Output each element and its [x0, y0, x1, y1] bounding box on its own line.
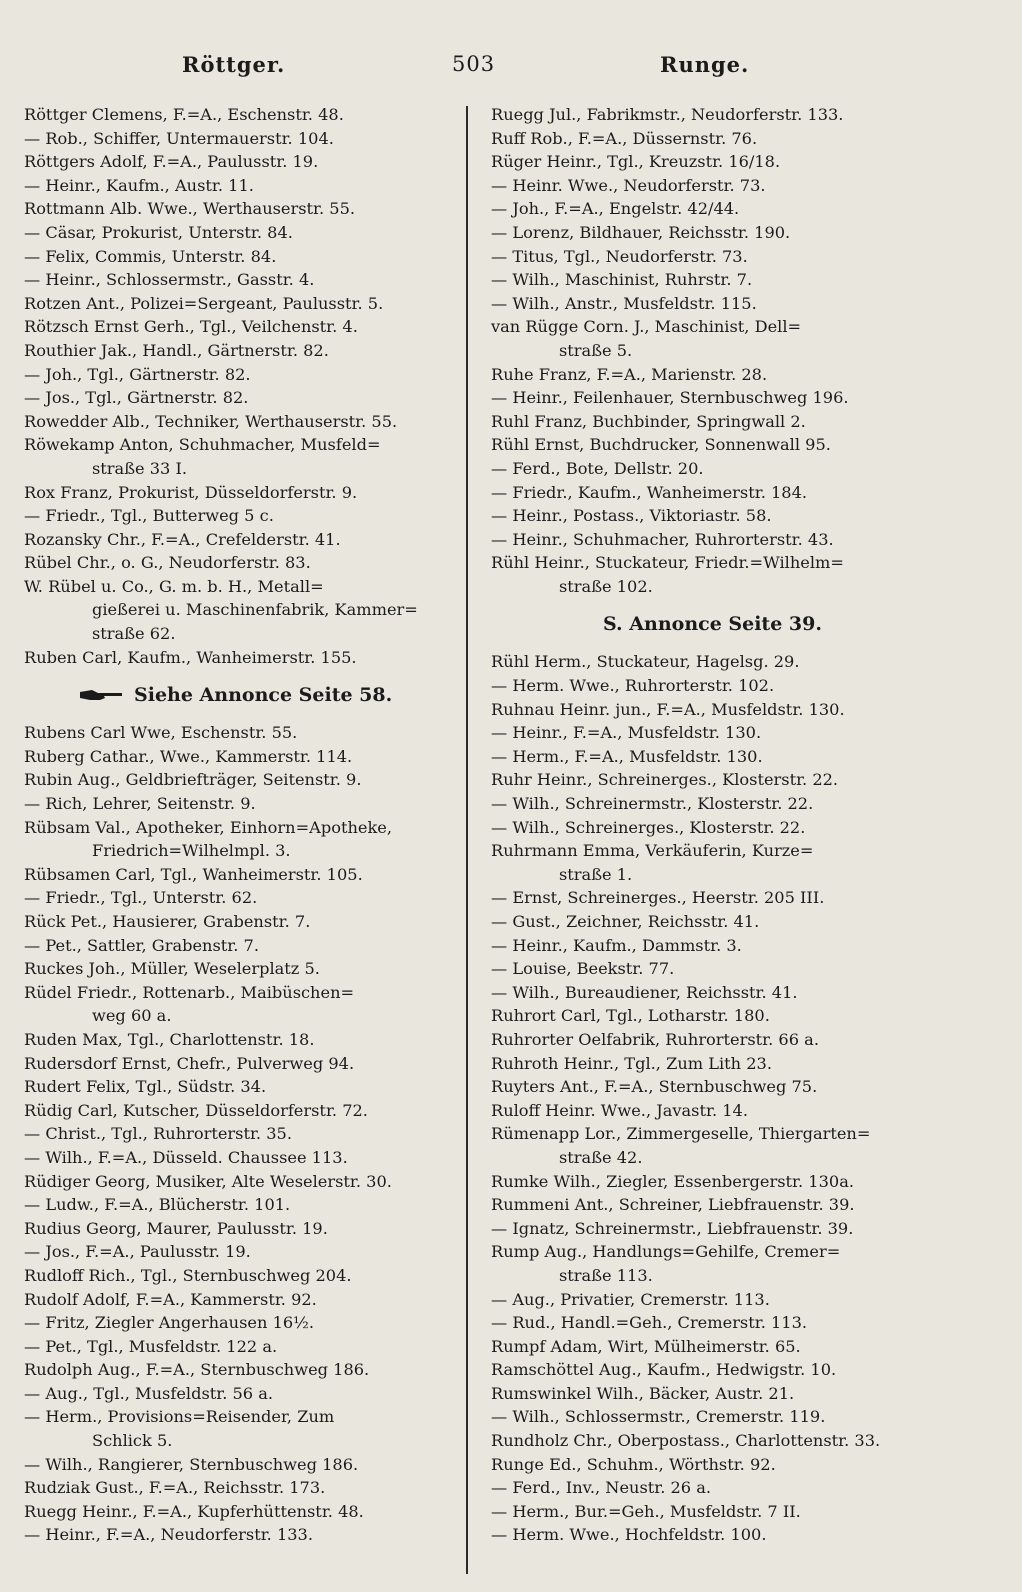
header-left-name: Röttger.	[182, 52, 286, 77]
directory-entry: Rundholz Chr., Oberpostass., Charlottenstr. 33.	[491, 1431, 881, 1451]
directory-entry: Rowedder Alb., Techniker, Werthauserstr. 55.	[24, 411, 398, 431]
directory-entry: van Rügge Corn. J., Maschinist, Dell=	[491, 317, 802, 337]
directory-entry: Rühl Heinr., Stuckateur, Friedr.=Wilhelm=	[491, 553, 844, 573]
directory-entry: — Aug., Privatier, Cremerstr. 113.	[491, 1289, 770, 1309]
directory-entry: — Joh., F.=A., Engelstr. 42/44.	[491, 199, 740, 219]
entry-continuation: Schlick 5.	[92, 1431, 173, 1451]
directory-entry: — Lorenz, Bildhauer, Reichsstr. 190.	[491, 222, 791, 242]
directory-entry: Rühl Herm., Stuckateur, Hagelsg. 29.	[491, 652, 800, 672]
directory-entry: Rump Aug., Handlungs=Gehilfe, Cremer=	[491, 1242, 841, 1262]
directory-entry: — Herm. Wwe., Hochfeldstr. 100.	[491, 1525, 767, 1545]
directory-entry: — Wilh., Rangierer, Sternbuschweg 186.	[24, 1454, 359, 1474]
directory-entry: Rudloff Rich., Tgl., Sternbuschweg 204.	[24, 1265, 352, 1285]
entry-continuation: gießerei u. Maschinenfabrik, Kammer=	[92, 600, 418, 620]
directory-entry: Ruff Rob., F.=A., Düssernstr. 76.	[491, 128, 758, 148]
directory-entry: — Christ., Tgl., Ruhrorterstr. 35.	[24, 1124, 292, 1144]
directory-entry: — Ernst, Schreinerges., Heerstr. 205 III.	[491, 888, 825, 908]
directory-entry: — Aug., Tgl., Musfeldstr. 56 a.	[24, 1383, 274, 1403]
directory-entry: Ruckes Joh., Müller, Weselerplatz 5.	[24, 959, 320, 979]
directory-entry: Rottmann Alb. Wwe., Werthauserstr. 55.	[24, 199, 356, 219]
directory-entry: Röttgers Adolf, F.=A., Paulusstr. 19.	[24, 152, 319, 172]
page-number: 503	[452, 52, 496, 76]
directory-entry: Rudolf Adolf, F.=A., Kammerstr. 92.	[24, 1289, 317, 1309]
directory-entry: — Jos., F.=A., Paulusstr. 19.	[24, 1242, 251, 1262]
directory-entry: — Rich, Lehrer, Seitenstr. 9.	[24, 794, 256, 814]
entry-continuation: straße 1.	[559, 864, 633, 884]
right-column	[491, 103, 1001, 1547]
directory-entry: Rumpf Adam, Wirt, Mülheimerstr. 65.	[491, 1336, 801, 1356]
directory-entry: — Ignatz, Schreinermstr., Liebfrauenstr. 39.	[491, 1218, 854, 1238]
directory-entry: — Rob., Schiffer, Untermauerstr. 104.	[24, 128, 334, 148]
directory-entry: Ruhl Franz, Buchbinder, Springwall 2.	[491, 411, 806, 431]
directory-entry: — Fritz, Ziegler Angerhausen 16½.	[24, 1313, 314, 1333]
directory-entry: Rüdiger Georg, Musiker, Alte Weselerstr. 30.	[24, 1171, 392, 1191]
directory-entry: Rück Pet., Hausierer, Grabenstr. 7.	[24, 912, 311, 931]
entry-continuation: Friedrich=Wilhelmpl. 3.	[92, 841, 291, 861]
directory-entry: — Herm., Bur.=Geh., Musfeldstr. 7 II.	[491, 1501, 801, 1521]
directory-entry: Ruhe Franz, F.=A., Marienstr. 28.	[491, 364, 768, 384]
directory-entry: — Felix, Commis, Unterstr. 84.	[24, 246, 277, 266]
directory-entry: Rübsam Val., Apotheker, Einhorn=Apotheke,	[24, 817, 393, 837]
directory-entry: Rüdig Carl, Kutscher, Düsseldorferstr. 72.	[24, 1100, 368, 1120]
directory-entry: Rummeni Ant., Schreiner, Liebfrauenstr. 39.	[491, 1195, 855, 1215]
directory-entry: Ruloff Heinr. Wwe., Javastr. 14.	[491, 1100, 748, 1120]
directory-entry: — Heinr., Schlossermstr., Gasstr. 4.	[24, 270, 315, 290]
directory-entry: Ruben Carl, Kaufm., Wanheimerstr. 155.	[24, 647, 357, 667]
directory-entry: — Heinr., Schuhmacher, Ruhrorterstr. 43.	[491, 529, 834, 549]
directory-entry: Rozansky Chr., F.=A., Crefelderstr. 41.	[24, 529, 341, 549]
directory-entry: — Heinr., F.=A., Musfeldstr. 130.	[491, 723, 762, 743]
entry-continuation: straße 42.	[559, 1147, 643, 1167]
entry-continuation: straße 62.	[92, 624, 176, 644]
directory-entry: — Heinr., F.=A., Neudorferstr. 133.	[24, 1525, 313, 1545]
annonce-text: Siehe Annonce Seite 58.	[134, 684, 393, 707]
directory-entry: Ruhr Heinr., Schreinerges., Klosterstr. 22.	[491, 770, 839, 790]
directory-entry: Ruyters Ant., F.=A., Sternbuschweg 75.	[491, 1077, 818, 1097]
directory-entry: Röwekamp Anton, Schuhmacher, Musfeld=	[24, 435, 381, 455]
directory-entry: Rumke Wilh., Ziegler, Essenbergerstr. 130a.	[491, 1171, 854, 1191]
directory-entry: Ruhrorter Oelfabrik, Ruhrorterstr. 66 a.	[491, 1029, 819, 1049]
directory-entry: — Pet., Tgl., Musfeldstr. 122 a.	[24, 1336, 278, 1356]
directory-entry: — Jos., Tgl., Gärtnerstr. 82.	[24, 388, 249, 408]
directory-entry: Rox Franz, Prokurist, Düsseldorferstr. 9.	[24, 482, 358, 502]
entry-continuation: weg 60 a.	[92, 1006, 172, 1026]
directory-entry: Ruegg Jul., Fabrikmstr., Neudorferstr. 133.	[491, 105, 844, 124]
directory-entry: — Pet., Sattler, Grabenstr. 7.	[24, 935, 259, 955]
directory-entry: — Herm., Provisions=Reisender, Zum	[24, 1407, 335, 1427]
directory-entry: — Heinr., Kaufm., Austr. 11.	[24, 175, 254, 195]
directory-entry: Rudolph Aug., F.=A., Sternbuschweg 186.	[24, 1360, 370, 1380]
directory-entry: — Wilh., F.=A., Düsseld. Chaussee 113.	[24, 1147, 348, 1167]
directory-entry: — Wilh., Schlossermstr., Cremerstr. 119.	[491, 1407, 826, 1427]
directory-entry: — Cäsar, Prokurist, Unterstr. 84.	[24, 222, 293, 242]
directory-entry: — Wilh., Schreinermstr., Klosterstr. 22.	[491, 794, 814, 814]
directory-entry: Rübsamen Carl, Tgl., Wanheimerstr. 105.	[24, 864, 363, 884]
directory-entry: — Heinr. Wwe., Neudorferstr. 73.	[491, 175, 766, 195]
entry-continuation: straße 5.	[559, 340, 633, 360]
annonce-text: S. Annonce Seite 39.	[603, 613, 822, 636]
directory-entry: — Ferd., Bote, Dellstr. 20.	[491, 458, 704, 478]
directory-entry: Rüdel Friedr., Rottenarb., Maibüschen=	[24, 982, 355, 1002]
directory-entry: Rubin Aug., Geldbriefträger, Seitenstr. 9.	[24, 770, 362, 790]
directory-entry: — Heinr., Postass., Viktoriastr. 58.	[491, 506, 772, 526]
directory-entry: Rübel Chr., o. G., Neudorferstr. 83.	[24, 553, 311, 573]
directory-entry: Rüger Heinr., Tgl., Kreuzstr. 16/18.	[491, 152, 781, 172]
directory-entry: Routhier Jak., Handl., Gärtnerstr. 82.	[24, 340, 329, 360]
directory-entry: Ruhnau Heinr. jun., F.=A., Musfeldstr. 130.	[491, 699, 845, 719]
directory-entry: — Heinr., Feilenhauer, Sternbuschweg 196.	[491, 388, 849, 408]
directory-entry: — Friedr., Tgl., Unterstr. 62.	[24, 888, 258, 908]
directory-entry: Rühl Ernst, Buchdrucker, Sonnenwall 95.	[491, 435, 831, 455]
entry-continuation: straße 33 I.	[92, 458, 188, 478]
directory-entry: Rudziak Gust., F.=A., Reichsstr. 173.	[24, 1478, 326, 1498]
directory-entry: Rudersdorf Ernst, Chefr., Pulverweg 94.	[24, 1053, 355, 1073]
directory-entry: — Ferd., Inv., Neustr. 26 a.	[491, 1478, 712, 1498]
left-column	[24, 103, 469, 1547]
directory-entry: Rumswinkel Wilh., Bäcker, Austr. 21.	[491, 1383, 795, 1403]
directory-entry: Ruhrmann Emma, Verkäuferin, Kurze=	[491, 841, 814, 861]
entry-continuation: straße 113.	[559, 1265, 653, 1285]
directory-entry: — Wilh., Anstr., Musfeldstr. 115.	[491, 293, 757, 313]
pointing-hand-icon	[78, 687, 124, 703]
directory-entry: — Heinr., Kaufm., Dammstr. 3.	[491, 935, 742, 955]
directory-entry: Runge Ed., Schuhm., Wörthstr. 92.	[491, 1454, 776, 1474]
directory-entry: Rotzen Ant., Polizei=Sergeant, Paulusstr. 5.	[24, 293, 384, 313]
directory-entry: — Rud., Handl.=Geh., Cremerstr. 113.	[491, 1313, 808, 1333]
annonce-reference	[491, 598, 1001, 650]
directory-entry: — Wilh., Maschinist, Ruhrstr. 7.	[491, 270, 753, 290]
directory-entry: Röttger Clemens, F.=A., Eschenstr. 48.	[24, 105, 344, 124]
directory-entry: W. Rübel u. Co., G. m. b. H., Metall=	[24, 576, 324, 596]
directory-entry: — Friedr., Kaufm., Wanheimerstr. 184.	[491, 482, 808, 502]
directory-entry: Ruberg Cathar., Wwe., Kammerstr. 114.	[24, 746, 353, 766]
directory-entry: — Joh., Tgl., Gärtnerstr. 82.	[24, 364, 251, 384]
directory-entry: Rötzsch Ernst Gerh., Tgl., Veilchenstr. 4.	[24, 317, 358, 337]
annonce-reference	[24, 669, 469, 721]
directory-entry: Ruhroth Heinr., Tgl., Zum Lith 23.	[491, 1053, 772, 1073]
directory-entry: Rudius Georg, Maurer, Paulusstr. 19.	[24, 1218, 328, 1238]
directory-entry: — Herm. Wwe., Ruhrorterstr. 102.	[491, 676, 775, 696]
directory-entry: Rümenapp Lor., Zimmergeselle, Thiergarten=	[491, 1124, 871, 1144]
directory-entry: Ruegg Heinr., F.=A., Kupferhüttenstr. 48.	[24, 1501, 364, 1521]
directory-entry: — Wilh., Bureaudiener, Reichsstr. 41.	[491, 982, 798, 1002]
entry-continuation: straße 102.	[559, 576, 653, 596]
directory-entry: — Titus, Tgl., Neudorferstr. 73.	[491, 246, 748, 266]
directory-entry: — Herm., F.=A., Musfeldstr. 130.	[491, 746, 763, 766]
directory-entry: Ramschöttel Aug., Kaufm., Hedwigstr. 10.	[491, 1360, 837, 1380]
directory-entry: Rubens Carl Wwe, Eschenstr. 55.	[24, 723, 298, 743]
directory-entry: Rudert Felix, Tgl., Südstr. 34.	[24, 1077, 267, 1097]
directory-entry: — Friedr., Tgl., Butterweg 5 c.	[24, 506, 274, 526]
directory-entry: — Gust., Zeichner, Reichsstr. 41.	[491, 912, 760, 931]
directory-entry: — Louise, Beekstr. 77.	[491, 959, 675, 979]
directory-entry: Ruden Max, Tgl., Charlottenstr. 18.	[24, 1029, 315, 1049]
directory-entry: — Ludw., F.=A., Blücherstr. 101.	[24, 1195, 291, 1215]
header-right-name: Runge.	[660, 52, 750, 77]
directory-entry: — Wilh., Schreinerges., Klosterstr. 22.	[491, 817, 806, 837]
directory-entry: Ruhrort Carl, Tgl., Lotharstr. 180.	[491, 1006, 770, 1026]
